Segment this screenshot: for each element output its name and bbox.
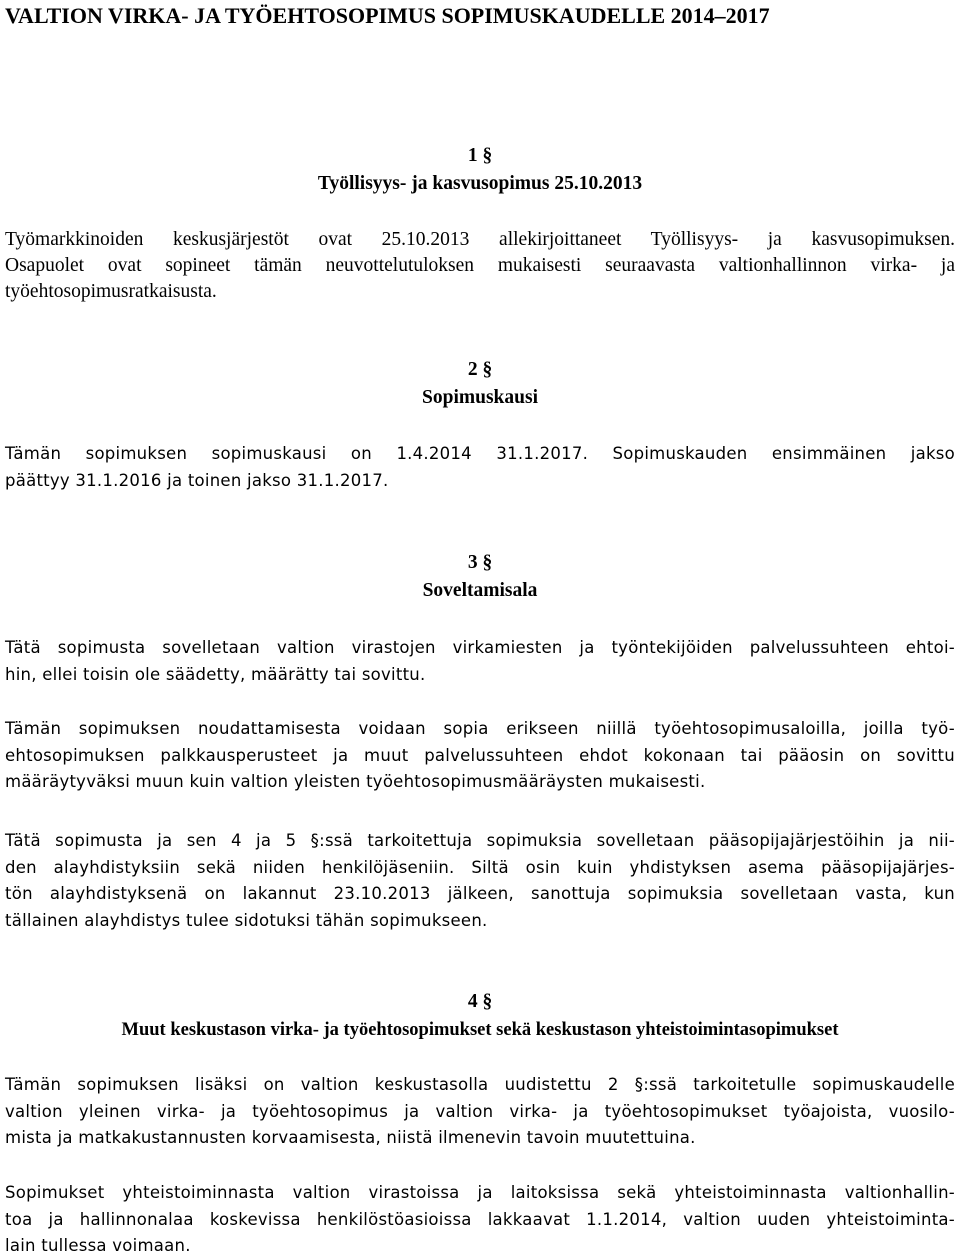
section-heading: Soveltamisala xyxy=(422,580,538,601)
paragraph-line: Tämän sopimuksen lisäksi on valtion keskustasolla uudistettu 2 §:ssä tarkoitetulle sopimuskaudelle xyxy=(5,1075,955,1094)
paragraph-line: Sopimukset yhteistoiminnasta valtion virastoissa ja laitoksissa sekä yhteistoiminnasta valtionhallin- xyxy=(5,1183,955,1202)
section-3-header xyxy=(5,549,955,605)
paragraph-line: lain tullessa voimaan. xyxy=(5,1236,191,1255)
section-number: 2 § xyxy=(467,359,493,380)
paragraph-line: päättyy 31.1.2016 ja toinen jakso 31.1.2017. xyxy=(5,470,389,490)
section-heading: Sopimuskausi xyxy=(422,387,538,408)
paragraph-line: työehtosopimusratkaisusta. xyxy=(5,281,217,302)
section-3-paragraph-3 xyxy=(5,828,955,934)
section-4-paragraph-2 xyxy=(5,1180,955,1260)
paragraph-line: Työmarkkinoiden keskusjärjestöt ovat 25.10.2013 allekirjoittaneet Työllisyys- ja kasvusopimuksen. xyxy=(5,229,955,250)
paragraph-line: valtion yleinen virka- ja työehtosopimus ja valtion virka- ja työehtosopimukset työajoista, vuosilo- xyxy=(5,1101,955,1121)
paragraph-line: Osapuolet ovat sopineet tämän neuvottelutuloksen mukaisesti seuraavasta valtionhallinnon virka- ja xyxy=(5,255,955,276)
document-title: VALTION VIRKA- JA TYÖEHTOSOPIMUS SOPIMUSKAUDELLE 2014–2017 xyxy=(5,3,770,28)
section-number: 1 § xyxy=(467,145,493,166)
section-heading: Muut keskustason virka- ja työehtosopimukset sekä keskustason yhteistoimintasopimukset xyxy=(121,1020,839,1040)
paragraph-line: hin, ellei toisin ole säädetty, määrätty tai sovittu. xyxy=(5,664,426,684)
paragraph-line: tön alayhdistyksenä on lakannut 23.10.2013 jälkeen, sanottuja sopimuksia sovelletaan vasta, kun xyxy=(5,884,955,903)
section-3-paragraph-1 xyxy=(5,635,955,688)
paragraph-line: mista ja matkakustannusten korvaamisesta, niistä ilmenevin tavoin muutettuina. xyxy=(5,1128,696,1147)
paragraph-line: toa ja hallinnonalaa koskevissa henkilöstöasioissa lakkaavat 1.1.2014, valtion uuden yhteistoiminta- xyxy=(5,1209,955,1229)
section-2-header xyxy=(5,356,955,412)
paragraph-line: Tätä sopimusta ja sen 4 ja 5 §:ssä tarkoitettuja sopimuksia sovelletaan pääsopijajärjestöihin ja nii- xyxy=(5,831,955,850)
section-heading: Työllisyys- ja kasvusopimus 25.10.2013 xyxy=(317,173,643,194)
paragraph-line: tällainen alayhdistys tulee sidotuksi tähän sopimukseen. xyxy=(5,910,488,930)
section-number: 4 § xyxy=(467,991,493,1012)
section-4-paragraph-1 xyxy=(5,1072,955,1152)
paragraph-line: Tämän sopimuksen sopimuskausi on 1.4.2014 31.1.2017. Sopimuskauden ensimmäinen jakso xyxy=(5,444,955,463)
section-1-paragraph-1 xyxy=(5,227,955,305)
section-4-header xyxy=(5,988,955,1044)
section-1-header xyxy=(5,142,955,198)
section-number: 3 § xyxy=(467,552,493,573)
section-3-paragraph-2 xyxy=(5,716,955,796)
section-2-paragraph-1 xyxy=(5,441,955,494)
paragraph-line: määräytyväksi muun kuin valtion yleisten työehtosopimusmääräysten mukaisesti. xyxy=(5,772,706,791)
paragraph-line: Tätä sopimusta sovelletaan valtion virastojen virkamiesten ja työntekijöiden palvelussuhteen ehtoi- xyxy=(5,638,955,657)
paragraph-line: den alayhdistyksiin sekä niiden henkilöjäseniin. Siltä osin kuin yhdistyksen asema pääsopijajärjes- xyxy=(5,857,955,877)
paragraph-line: Tämän sopimuksen noudattamisesta voidaan sopia erikseen niillä työehtosopimusaloilla, joilla työ- xyxy=(5,719,955,738)
paragraph-line: ehtosopimuksen palkkausperusteet ja muut palvelussuhteen ehdot kokonaan tai pääosin on sovittu xyxy=(5,745,955,765)
